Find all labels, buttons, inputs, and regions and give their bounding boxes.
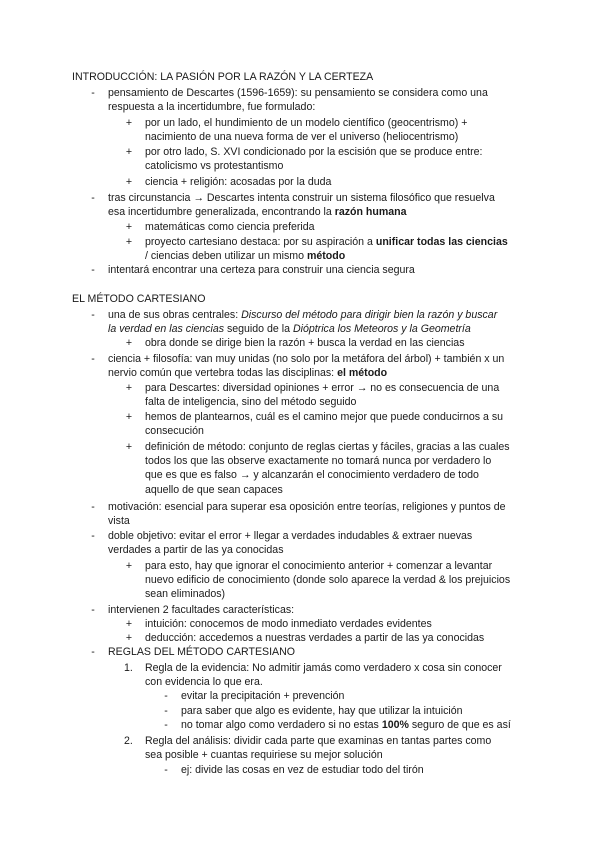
dash-bullet: - <box>91 87 95 99</box>
dash-bullet: - <box>164 764 168 776</box>
text-line: que es que es falso → y alcanzarán el conocimiento verdadero de todo <box>145 469 479 481</box>
text-line: con evidencia lo que era. <box>145 676 263 688</box>
text-line: ej: divide las cosas en vez de estudiar todo del tirón <box>181 764 424 776</box>
text-line: definición de método: conjunto de reglas ciertas y fáciles, gracias a las cuales <box>145 441 510 453</box>
plus-bullet: + <box>125 236 133 248</box>
list-number: 2. <box>124 735 133 747</box>
text-run: una de sus obras centrales: <box>108 309 242 321</box>
text-line: aquello de que sean capaces <box>145 484 283 496</box>
text-line: sea posible + cuantas requiriese su mejor solución <box>145 749 383 761</box>
section-heading-introduccion: INTRODUCCIÓN: LA PASIÓN POR LA RAZÓN Y LA CERTEZA <box>72 71 374 83</box>
list-number: 1. <box>124 662 133 674</box>
bold-text: método <box>306 250 346 262</box>
text-run: nervio común que vertebra todas las disciplinas: <box>108 367 338 379</box>
dash-bullet: - <box>91 353 95 365</box>
plus-bullet: + <box>125 221 133 233</box>
dash-bullet: - <box>91 530 95 542</box>
text-line: nacimiento de una nueva forma de ver el universo (heliocentrismo) <box>145 131 459 143</box>
plus-bullet: + <box>125 441 133 453</box>
text-line <box>145 236 508 249</box>
text-run: / ciencias deben utilizar un mismo <box>145 250 307 262</box>
text-line: por un lado, el hundimiento de un modelo científico (geocentrismo) + <box>145 117 468 129</box>
italic-title: Discurso del método para dirigir bien la razón y buscar <box>241 309 498 321</box>
text-line: pensamiento de Descartes (1596-1659): su pensamiento se considera como una <box>108 87 488 99</box>
text-run: seguido de la <box>224 323 293 335</box>
text-line: respuesta a la incertidumbre, fue formulado: <box>108 101 316 113</box>
text-line <box>145 250 345 263</box>
bold-text: unificar todas las ciencias <box>375 236 508 248</box>
dash-bullet: - <box>164 690 168 702</box>
text-run: no tomar algo como verdadero si no estas <box>181 719 382 731</box>
text-line: obra donde se dirige bien la razón + busca la verdad en las ciencias <box>145 337 465 349</box>
text-line: REGLAS DEL MÉTODO CARTESIANO <box>108 646 296 658</box>
text-line: deducción: accedemos a nuestras verdades a partir de las ya conocidas <box>145 632 485 644</box>
plus-bullet: + <box>125 146 133 158</box>
text-line: por otro lado, S. XVI condicionado por la escisión que se produce entre: <box>145 146 483 158</box>
bold-text: razón humana <box>334 206 407 218</box>
text-line: motivación: esencial para superar esa oposición entre teorías, religiones y puntos de <box>108 501 506 513</box>
text-run: proyecto cartesiano destaca: por su aspiración a <box>145 236 376 248</box>
text-line: para Descartes: diversidad opiniones + error → no es consecuencia de una <box>145 382 500 394</box>
text-line: Regla de la evidencia: No admitir jamás como verdadero x cosa sin conocer <box>145 662 502 674</box>
text-run: seguro de que es así <box>408 719 511 731</box>
text-line <box>108 323 471 336</box>
text-run: esa incertidumbre generalizada, encontrando la <box>108 206 335 218</box>
text-line: verdades a partir de las ya conocidas <box>108 544 284 556</box>
text-line: evitar la precipitación + prevención <box>181 690 345 702</box>
bold-text: 100% <box>381 719 409 731</box>
plus-bullet: + <box>125 382 133 394</box>
bold-text: el método <box>337 367 388 379</box>
text-line: tras circunstancia → Descartes intenta construir un sistema filosófico que resuelva <box>108 192 495 204</box>
plus-bullet: + <box>125 411 133 423</box>
dash-bullet: - <box>91 501 95 513</box>
text-line: falta de inteligencia, sino del método seguido <box>145 396 357 408</box>
dash-bullet: - <box>91 646 95 658</box>
text-line: catolicismo vs protestantismo <box>145 160 284 172</box>
text-line <box>108 206 407 219</box>
plus-bullet: + <box>125 618 133 630</box>
dash-bullet: - <box>91 192 95 204</box>
text-line: consecución <box>145 425 204 437</box>
plus-bullet: + <box>125 632 133 644</box>
text-line: todos los que las observe exactamente no tomará nunca por verdadero lo <box>145 455 492 467</box>
plus-bullet: + <box>125 560 133 572</box>
text-line: hemos de plantearnos, cuál es el camino mejor que puede conducirnos a su <box>145 411 504 423</box>
text-line: intentará encontrar una certeza para construir una ciencia segura <box>108 264 415 276</box>
text-line: Regla del análisis: dividir cada parte que examinas en tantas partes como <box>145 735 492 747</box>
dash-bullet: - <box>91 604 95 616</box>
plus-bullet: + <box>125 117 133 129</box>
text-line: nuevo edificio de conocimiento (donde solo aparece la verdad & los prejuicios <box>145 574 511 586</box>
text-line <box>181 719 511 732</box>
text-line: doble objetivo: evitar el error + llegar a verdades indudables & extraer nuevas <box>108 530 473 542</box>
text-line: ciencia + religión: acosadas por la duda <box>145 176 332 188</box>
text-line: matemáticas como ciencia preferida <box>145 221 315 233</box>
text-line: vista <box>108 515 130 527</box>
italic-title: la verdad en las ciencias <box>108 323 225 335</box>
text-line: intuición: conocemos de modo inmediato verdades evidentes <box>145 618 432 630</box>
text-line <box>108 309 497 322</box>
dash-bullet: - <box>164 705 168 717</box>
dash-bullet: - <box>91 309 95 321</box>
dash-bullet: - <box>164 719 168 731</box>
text-line <box>108 367 387 380</box>
text-line: intervienen 2 facultades características: <box>108 604 295 616</box>
text-line: sean eliminados) <box>145 588 226 600</box>
section-heading-metodo: EL MÉTODO CARTESIANO <box>72 293 206 305</box>
plus-bullet: + <box>125 337 133 349</box>
text-line: para saber que algo es evidente, hay que utilizar la intuición <box>181 705 463 717</box>
dash-bullet: - <box>91 264 95 276</box>
text-line: ciencia + filosofía: van muy unidas (no solo por la metáfora del árbol) + también x un <box>108 353 505 365</box>
text-line: para esto, hay que ignorar el conocimiento anterior + comenzar a levantar <box>145 560 493 572</box>
plus-bullet: + <box>125 176 133 188</box>
italic-title: Dióptrica los Meteoros y la Geometría <box>292 323 471 335</box>
